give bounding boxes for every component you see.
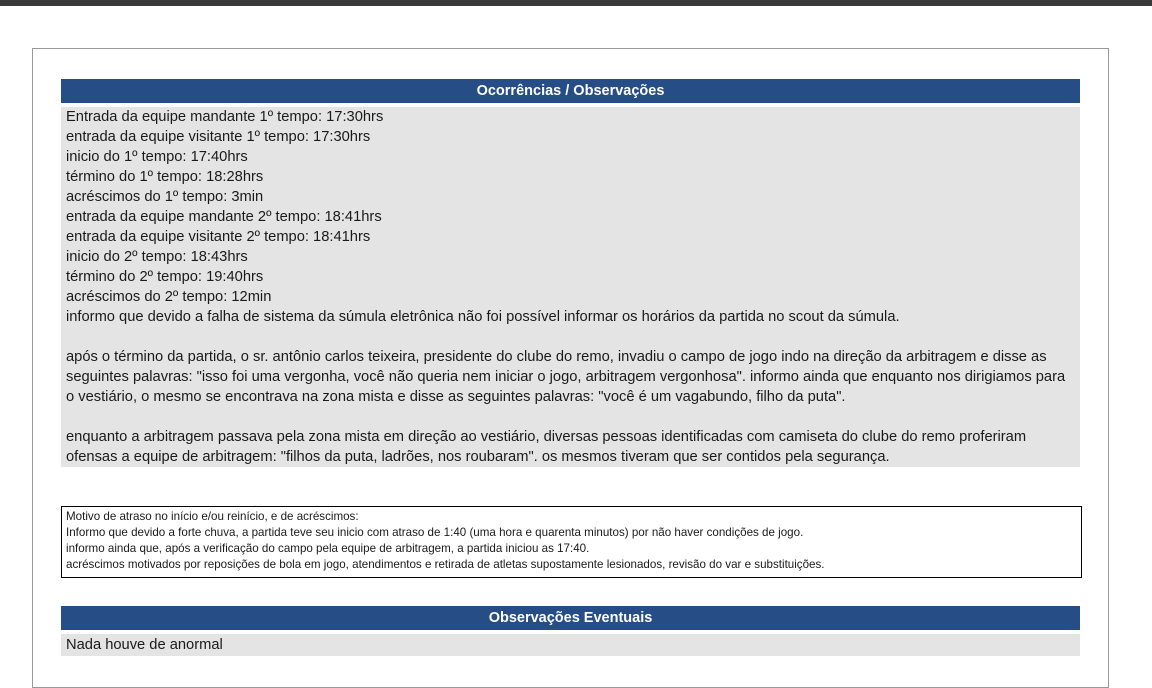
top-bar [0, 0, 1152, 6]
ocorrencia-paragraph-invasion: após o término da partida, o sr. antônio carlos teixeira, presidente do clube do remo, invadiu o campo de jogo indo na direção da arbitragem e disse as seguintes palavras: "isso foi uma vergonha, você não queria nem iniciar o jogo, arbitragem vergonhosa". informo ainda que enquanto nos dirigiamos para o vestiário, o mesmo se encontrava na zona mista e disse as seguintes palavras: "você é um vagabundo, filho da puta". [66, 349, 1066, 405]
ocorrencia-line: Entrada da equipe mandante 1º tempo: 17:30hrs [66, 109, 384, 125]
ocorrencias-body [61, 107, 1080, 467]
ocorrencia-line: término do 1º tempo: 18:28hrs [66, 169, 264, 185]
ocorrencia-line: informo que devido a falha de sistema da súmula eletrônica não foi possível informar os horários da partida no scout da súmula. [66, 309, 900, 325]
ocorrencia-line: acréscimos do 1º tempo: 3min [66, 189, 264, 205]
eventuais-header: Observações Eventuais [61, 606, 1080, 630]
ocorrencia-line: término do 2º tempo: 19:40hrs [66, 269, 264, 285]
delay-line: acréscimos motivados por reposições de bola em jogo, atendimentos e retirada de atletas supostamente lesionados, revisão do var e substituições. [66, 558, 825, 571]
ocorrencia-line: entrada da equipe visitante 1º tempo: 17:30hrs [66, 129, 371, 145]
ocorrencia-line: entrada da equipe mandante 2º tempo: 18:41hrs [66, 209, 382, 225]
delay-line: Informo que devido a forte chuva, a partida teve seu inicio com atraso de 1:40 (uma hora e quarenta minutos) por não haver condições de jogo. [66, 526, 804, 539]
delay-reason-box [61, 506, 1082, 578]
eventuais-text: Nada houve de anormal [66, 637, 223, 653]
ocorrencia-line: acréscimos do 2º tempo: 12min [66, 289, 272, 305]
ocorrencias-header: Ocorrências / Observações [61, 79, 1080, 103]
report-page [32, 48, 1109, 688]
ocorrencia-line: inicio do 1º tempo: 17:40hrs [66, 149, 248, 165]
ocorrencia-paragraph-zona-mista: enquanto a arbitragem passava pela zona mista em direção ao vestiário, diversas pessoas identificadas com camiseta do clube do remo proferiram ofensas a equipe de arbitragem: "filhos da puta, ladrões, nos roubaram". os mesmos tiveram que ser contidos pela segurança. [66, 429, 1027, 465]
eventuais-body [61, 634, 1080, 656]
delay-line: informo ainda que, após a verificação do campo pela equipe de arbitragem, a partida iniciou as 17:40. [66, 542, 590, 555]
ocorrencia-line: entrada da equipe visitante 2º tempo: 18:41hrs [66, 229, 371, 245]
delay-line: Motivo de atraso no início e/ou reinício, e de acréscimos: [66, 510, 359, 523]
ocorrencia-line: inicio do 2º tempo: 18:43hrs [66, 249, 248, 265]
